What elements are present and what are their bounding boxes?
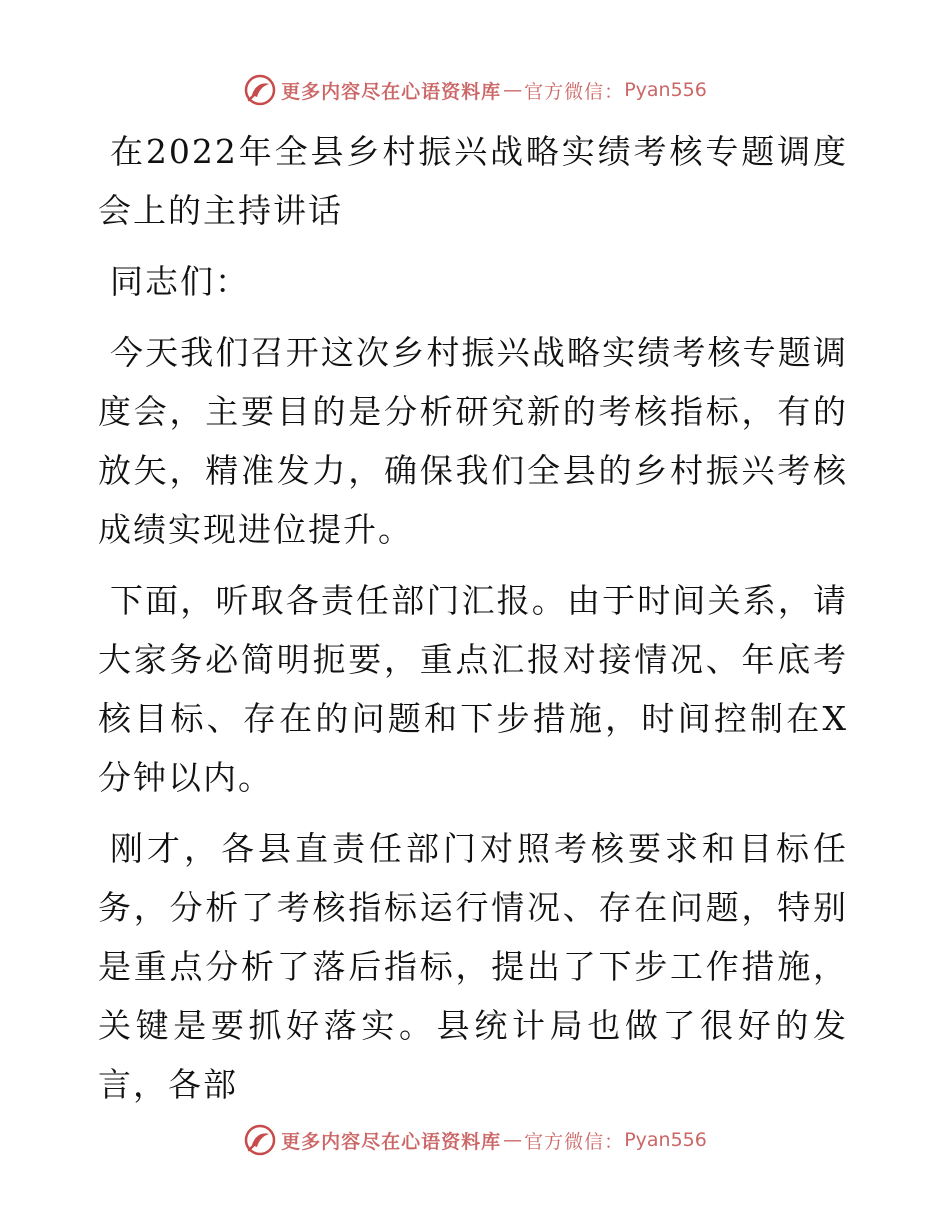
watermark-wechat-id: Pyan556 xyxy=(624,1129,707,1151)
watermark-wechat-id: Pyan556 xyxy=(624,79,707,101)
document-title: 在2022年全县乡村振兴战略实绩考核专题调度会上的主持讲话 xyxy=(98,132,848,230)
watermark-main-text: 更多内容尽在心语资料库 xyxy=(281,80,502,103)
watermark-separator: — xyxy=(503,1129,523,1151)
document-body xyxy=(98,122,848,1126)
logo-icon xyxy=(243,73,277,107)
footer-watermark xyxy=(0,1120,950,1160)
paragraph-1: 今天我们召开这次乡村振兴战略实绩考核专题调度会，主要目的是分析研究新的考核指标，有的放矢，精准发力，确保我们全县的乡村振兴考核成绩实现进位提升。 xyxy=(98,333,848,549)
watermark-sub-text: 官方微信： xyxy=(524,1130,625,1153)
logo-icon xyxy=(243,1123,277,1157)
header-watermark xyxy=(0,70,950,110)
watermark-separator: — xyxy=(503,79,523,101)
paragraph-2: 下面，听取各责任部门汇报。由于时间关系，请大家务必简明扼要，重点汇报对接情况、年底考核目标、存在的问题和下步措施，时间控制在X分钟以内。 xyxy=(98,581,848,797)
paragraph-3: 刚才，各县直责任部门对照考核要求和目标任务，分析了考核指标运行情况、存在问题，特别是重点分析了落后指标，提出了下步工作措施，关键是要抓好落实。县统计局也做了很好的发言，各部 xyxy=(98,829,848,1104)
salutation: 同志们： xyxy=(110,262,250,301)
watermark-main-text: 更多内容尽在心语资料库 xyxy=(281,1130,502,1153)
watermark-sub-text: 官方微信： xyxy=(524,80,625,103)
